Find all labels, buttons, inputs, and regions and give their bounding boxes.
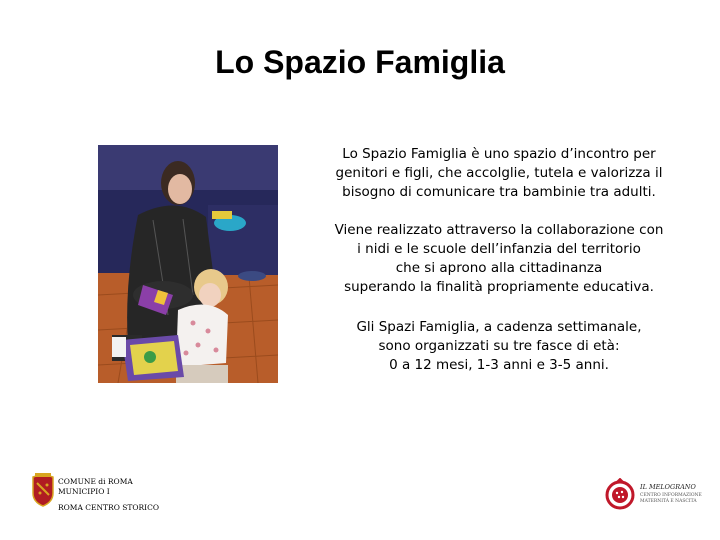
centro-storico-label: ROMA CENTRO STORICO: [58, 503, 160, 512]
pomegranate-logo-icon: [604, 478, 636, 510]
paragraph-line: Gli Spazi Famiglia, a cadenza settimanale,: [356, 319, 642, 335]
paragraph-line: sono organizzati su tre fasce di età:: [378, 338, 620, 354]
paragraph-line: bisogno di comunicare tra bambinie tra adulti.: [342, 184, 656, 200]
roma-crest-icon: [30, 473, 56, 507]
paragraph-line: che si aprono alla cittadinanza: [395, 260, 603, 276]
paragraph-line: i nidi e le scuole dell’infanzia del territorio: [357, 241, 641, 257]
collaboration-paragraph: [318, 221, 680, 297]
schedule-paragraph: [318, 318, 680, 375]
paragraph-line: genitori e figli, che accolglie, tutela e valorizza il: [335, 165, 663, 181]
logo-tagline: CENTRO INFORMAZIONE MATERNITÀ E NASCITA: [640, 493, 702, 504]
comune-label: COMUNE di ROMA: [58, 477, 133, 486]
paragraph-line: Viene realizzato attraverso la collaborazione con: [334, 222, 664, 238]
paragraph-line: superando la finalità propriamente educativa.: [344, 279, 654, 295]
mother-child-photo: [98, 145, 278, 383]
logo-name: IL MELOGRANO: [640, 483, 696, 491]
municipio-label: MUNICIPIO I: [58, 487, 110, 496]
paragraph-line: 0 a 12 mesi, 1-3 anni e 3-5 anni.: [389, 357, 609, 373]
intro-paragraph: [318, 145, 680, 202]
paragraph-line: Lo Spazio Famiglia è uno spazio d’incontro per: [342, 146, 656, 162]
slide-title: Lo Spazio Famiglia: [215, 44, 505, 80]
